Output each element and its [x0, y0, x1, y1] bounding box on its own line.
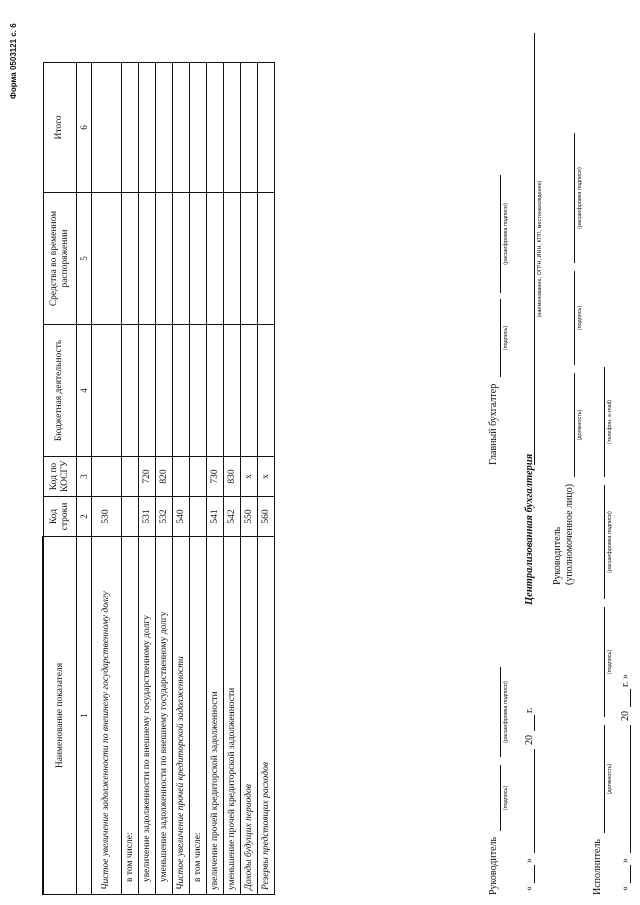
cb-sign-caption: (подпись) — [577, 305, 583, 331]
head-sign-line[interactable] — [500, 765, 501, 831]
date-year-line[interactable] — [534, 715, 535, 731]
row-temporary-cell — [156, 193, 173, 325]
row-kosgu — [190, 457, 207, 497]
row-name: Резервы предстоящих расходов — [258, 537, 275, 895]
row-total-cell — [207, 63, 224, 193]
executor-label: Исполнитель — [592, 839, 603, 895]
row-name: Чистое увеличение прочей кредиторской задолженности — [173, 537, 190, 895]
chief-sign-line[interactable] — [500, 299, 501, 377]
date-quote-close: » — [524, 858, 535, 863]
row-code: 530 — [92, 497, 122, 537]
head-decode-caption: (расшифровка подписи) — [503, 681, 509, 743]
cb-head-label: Руководитель — [552, 526, 563, 585]
row-temporary-cell — [190, 193, 207, 325]
table-row — [139, 63, 156, 895]
row-code — [190, 497, 207, 537]
executor-position-caption: (должность) — [607, 763, 613, 795]
row-code: 540 — [173, 497, 190, 537]
row-total-cell — [224, 63, 241, 193]
head-label: Руководитель — [488, 836, 499, 895]
row-temporary-cell — [207, 193, 224, 325]
head-sign-caption: (подпись) — [503, 785, 509, 811]
row-code: 560 — [258, 497, 275, 537]
row-code: 550 — [241, 497, 258, 537]
row-total-cell — [122, 63, 139, 193]
column-number: 5 — [77, 193, 92, 325]
centralized-accounting-caption: (наименование, ОГРН, ИНН, КПП, местонахождение) — [537, 180, 543, 318]
row-name: в том числе: — [190, 537, 207, 895]
row-name: увеличение задолженности по внешнему государственному долгу — [139, 537, 156, 895]
row-budget-cell — [241, 325, 258, 457]
date2-year-prefix: 20 — [620, 711, 631, 721]
date-year-prefix: 20 — [524, 735, 535, 745]
date-day-line[interactable] — [534, 865, 535, 883]
row-total-cell — [190, 63, 207, 193]
row-budget-cell — [173, 325, 190, 457]
row-kosgu: 830 — [224, 457, 241, 497]
row-temporary-cell — [258, 193, 275, 325]
form-code: Форма 0503121 с. 6 — [9, 23, 18, 99]
row-budget-cell — [190, 325, 207, 457]
row-code — [122, 497, 139, 537]
row-name: Чистое увеличение задолженности по внешнему государственному долгу — [92, 537, 122, 895]
table-row — [92, 63, 122, 895]
cb-decode-line[interactable] — [574, 133, 575, 263]
column-number: 1 — [77, 537, 92, 895]
row-budget-cell — [207, 325, 224, 457]
header-row-code: Код строки — [43, 497, 77, 537]
header-kosgu-code: Код по КОСГУ — [43, 457, 77, 497]
row-kosgu — [122, 457, 139, 497]
table-column-numbers-row — [77, 63, 92, 895]
row-temporary-cell — [241, 193, 258, 325]
head-decode-line[interactable] — [500, 667, 501, 757]
centralized-accounting-title: Централизованная бухгалтерия — [524, 453, 535, 605]
row-kosgu: 820 — [156, 457, 173, 497]
table-row — [156, 63, 173, 895]
row-code: 531 — [139, 497, 156, 537]
date-quote-open: « — [524, 886, 535, 891]
date-year-suffix: г. — [524, 707, 535, 713]
table-row — [122, 63, 139, 895]
table-row — [258, 63, 275, 895]
row-kosgu: x — [241, 457, 258, 497]
row-name: Доходы будущих периодов — [241, 537, 258, 895]
table-row — [207, 63, 224, 895]
table-row — [241, 63, 258, 895]
chief-sign-caption: (подпись) — [503, 325, 509, 351]
row-kosgu: 730 — [207, 457, 224, 497]
table-row — [224, 63, 241, 895]
cb-decode-caption: (расшифровка подписи) — [577, 167, 583, 229]
row-name: в том числе: — [122, 537, 139, 895]
table-row — [173, 63, 190, 895]
column-number: 3 — [77, 457, 92, 497]
row-budget-cell — [224, 325, 241, 457]
row-budget-cell — [139, 325, 156, 457]
row-temporary-cell — [122, 193, 139, 325]
row-budget-cell — [122, 325, 139, 457]
row-code: 541 — [207, 497, 224, 537]
row-total-cell — [241, 63, 258, 193]
header-temporary-funds: Средства во временном распоряжении — [43, 193, 77, 325]
report-table — [42, 62, 275, 895]
executor-sign-caption: (подпись) — [607, 649, 613, 675]
date2-quote-close: » — [620, 858, 631, 863]
row-total-cell — [258, 63, 275, 193]
executor-decode-caption: (расшифровка подписи) — [607, 511, 613, 573]
date2-month-line[interactable] — [630, 725, 631, 853]
date2-year-line[interactable] — [630, 689, 631, 707]
column-number: 6 — [77, 63, 92, 193]
row-temporary-cell — [173, 193, 190, 325]
row-budget-cell — [258, 325, 275, 457]
row-kosgu — [92, 457, 122, 497]
date2-quote-open: « — [620, 886, 631, 891]
row-name: уменьшение прочей кредиторской задолженности — [224, 537, 241, 895]
row-temporary-cell — [92, 193, 122, 325]
column-number: 4 — [77, 325, 92, 457]
row-name: уменьшение задолженности по внешнему государственному долгу — [156, 537, 173, 895]
row-kosgu: 720 — [139, 457, 156, 497]
chief-accountant-label: Главный бухгалтер — [488, 383, 499, 465]
table-row — [190, 63, 207, 895]
table-header-row — [43, 63, 77, 895]
executor-phone-caption: (телефон, e-mail) — [607, 400, 613, 444]
row-total-cell — [173, 63, 190, 193]
date2-year-suffix: г. » — [620, 674, 631, 687]
row-temporary-cell — [224, 193, 241, 325]
row-total-cell — [92, 63, 122, 193]
date2-day-line[interactable] — [630, 865, 631, 883]
row-code: 542 — [224, 497, 241, 537]
row-name: увеличение прочей кредиторской задолженности — [207, 537, 224, 895]
row-total-cell — [139, 63, 156, 193]
executor-sign-line[interactable] — [604, 607, 605, 717]
row-budget-cell — [156, 325, 173, 457]
executor-phone-line[interactable] — [604, 367, 605, 477]
row-kosgu: x — [258, 457, 275, 497]
cb-position-line[interactable] — [574, 373, 575, 477]
row-code: 532 — [156, 497, 173, 537]
row-temporary-cell — [139, 193, 156, 325]
row-kosgu — [173, 457, 190, 497]
executor-decode-line[interactable] — [604, 485, 605, 599]
header-indicator-name: Наименование показателя — [43, 537, 77, 895]
cb-position-caption: (должность) — [577, 409, 583, 441]
column-number: 2 — [77, 497, 92, 537]
header-total: Итого — [43, 63, 77, 193]
row-total-cell — [156, 63, 173, 193]
centralized-accounting-line[interactable] — [534, 33, 535, 465]
chief-decode-line[interactable] — [500, 175, 501, 293]
row-budget-cell — [92, 325, 122, 457]
header-budget-activity: Бюджетная деятельность — [43, 325, 77, 457]
cb-head-sub: (уполномоченное лицо) — [564, 483, 575, 585]
chief-decode-caption: (расшифровка подписи) — [503, 203, 509, 265]
executor-position-line[interactable] — [604, 725, 605, 833]
date-month-line[interactable] — [534, 749, 535, 853]
cb-sign-line[interactable] — [574, 271, 575, 365]
